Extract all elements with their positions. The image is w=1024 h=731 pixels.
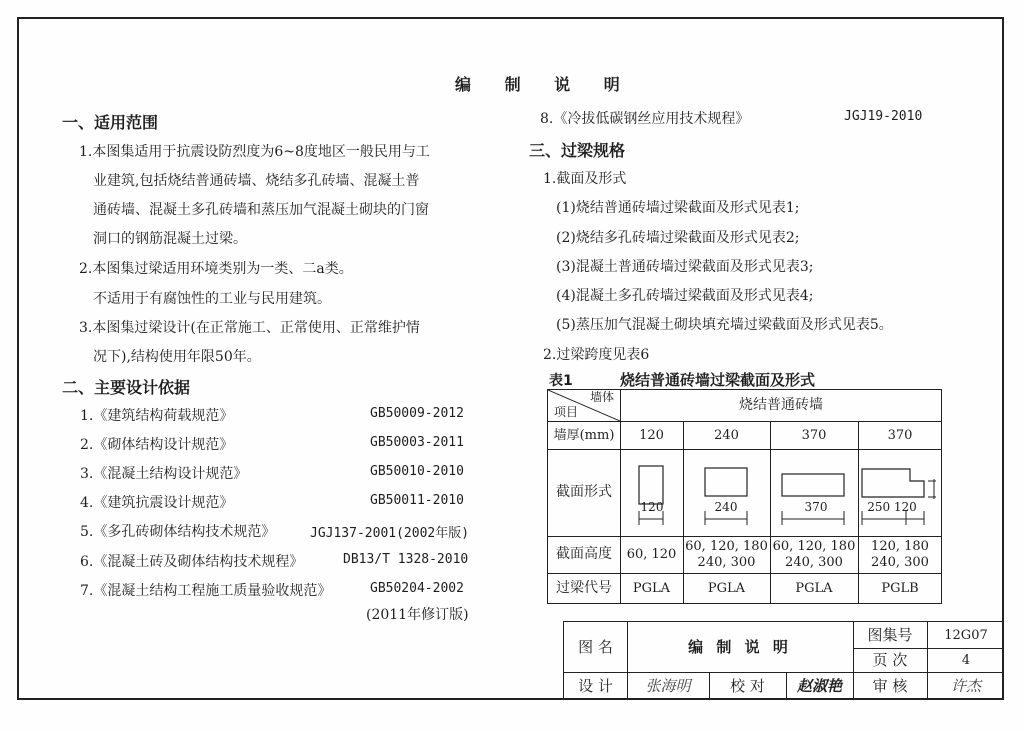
ref-note: (2011年修订版) bbox=[366, 607, 469, 623]
shape-dim: 240 bbox=[714, 499, 738, 514]
ref-code: GB50204-2002 bbox=[370, 581, 464, 596]
shape-dim: 370 bbox=[804, 499, 828, 514]
ref-name: 6.《混凝土砖及砌体结构技术规程》 bbox=[80, 554, 304, 570]
ref-code: GB50011-2010 bbox=[370, 493, 464, 508]
ref-code: JGJ19-2010 bbox=[844, 109, 923, 124]
code-cell: PGLA bbox=[707, 580, 746, 596]
thickness-cell: 370 bbox=[801, 427, 827, 443]
ref-code: GB50003-2011 bbox=[370, 435, 464, 450]
section1-line: 通砖墙、混凝土多孔砖墙和蒸压加气混凝土砌块的门窗 bbox=[93, 202, 429, 218]
label-checker: 校 对 bbox=[730, 676, 765, 695]
ref-code: GB50010-2010 bbox=[370, 464, 464, 479]
section1-line: 3.本图集过梁设计(在正常施工、正常使用、正常维护情 bbox=[79, 320, 420, 336]
page-number: 4 bbox=[961, 652, 971, 668]
ref-name: 2.《砌体结构设计规范》 bbox=[80, 437, 234, 453]
row-label-height: 截面高度 bbox=[556, 546, 612, 562]
section1-heading: 一、适用范围 bbox=[62, 113, 159, 132]
label-designer: 设 计 bbox=[578, 676, 613, 695]
designer-signature: 张海明 bbox=[645, 676, 691, 695]
shape-dim: 250 120 bbox=[867, 499, 917, 514]
section1-line: 业建筑,包括烧结普通砖墙、烧结多孔砖墙、混凝土普 bbox=[93, 173, 420, 189]
height-cell: 240, 300 bbox=[785, 554, 843, 570]
ref-name: 7.《混凝土结构工程施工质量验收规范》 bbox=[80, 583, 332, 599]
table1-title: 烧结普通砖墙过梁截面及形式 bbox=[620, 371, 816, 389]
height-cell: 120, 180 bbox=[871, 538, 929, 554]
code-cell: PGLA bbox=[795, 580, 833, 596]
thickness-cell: 370 bbox=[887, 427, 913, 443]
label-drawing-name: 图 名 bbox=[578, 637, 613, 656]
ref-code: JGJ137-2001(2002年版) bbox=[310, 526, 470, 541]
section3-item: (3)混凝土普通砖墙过梁截面及形式见表3; bbox=[556, 259, 814, 275]
label-reviewer: 审 核 bbox=[872, 676, 908, 695]
section3-item: (4)混凝土多孔砖墙过梁截面及形式见表4; bbox=[556, 288, 814, 304]
ref-name: 1.《建筑结构荷载规范》 bbox=[80, 408, 234, 424]
height-cell: 240, 300 bbox=[697, 554, 756, 570]
section3-heading: 三、过梁规格 bbox=[529, 141, 626, 160]
section-shape-240 bbox=[683, 449, 770, 536]
section3-item: (2)烧结多孔砖墙过梁截面及形式见表2; bbox=[556, 230, 800, 246]
thickness-cell: 120 bbox=[639, 427, 664, 443]
ref-name: 8.《冷拔低碳钢丝应用技术规程》 bbox=[540, 111, 750, 127]
section1-line: 2.本图集过梁适用环境类别为一类、二a类。 bbox=[79, 261, 353, 277]
shape-dim: 120 bbox=[640, 499, 664, 514]
label-page-number: 页 次 bbox=[872, 650, 908, 669]
thickness-cell: 240 bbox=[714, 427, 739, 443]
table1 bbox=[547, 389, 942, 604]
label-atlas-number: 图集号 bbox=[867, 625, 913, 644]
reviewer-signature: 许杰 bbox=[950, 676, 981, 695]
code-cell: PGLA bbox=[632, 580, 671, 596]
height-cell: 60, 120 bbox=[626, 547, 677, 562]
section1-line: 洞口的钢筋混凝土过梁。 bbox=[93, 231, 247, 247]
row-label-code: 过梁代号 bbox=[556, 579, 612, 596]
table1-label: 表1 bbox=[549, 373, 573, 389]
row-label-thickness: 墙厚(mm) bbox=[553, 427, 615, 443]
section3-item: (5)蒸压加气混凝土砌块填充墙过梁截面及形式见表5。 bbox=[556, 317, 893, 333]
page-title: 编 制 说 明 bbox=[455, 75, 634, 94]
section1-line: 不适用于有腐蚀性的工业与民用建筑。 bbox=[93, 291, 331, 307]
section3-sub: 2.过梁跨度见表6 bbox=[543, 347, 650, 363]
height-cell: 240, 300 bbox=[871, 554, 929, 570]
corner-top-label: 墙体 bbox=[589, 389, 614, 404]
ref-code: GB50009-2012 bbox=[370, 406, 464, 421]
atlas-number: 12G07 bbox=[944, 627, 988, 643]
title-block bbox=[563, 621, 1004, 700]
drawing-name: 编 制 说 明 bbox=[688, 637, 792, 656]
ref-name: 5.《多孔砖砌体结构技术规范》 bbox=[80, 524, 276, 540]
section3-item: (1)烧结普通砖墙过梁截面及形式见表1; bbox=[556, 200, 800, 216]
wall-header: 烧结普通砖墙 bbox=[739, 397, 823, 413]
ref-name: 3.《混凝土结构设计规范》 bbox=[80, 466, 248, 482]
ref-name: 4.《建筑抗震设计规范》 bbox=[80, 495, 234, 511]
ref-code: DB13/T 1328-2010 bbox=[343, 552, 469, 567]
height-cell: 60, 120, 180 bbox=[772, 538, 856, 554]
checker-signature: 赵淑艳 bbox=[796, 676, 842, 695]
section-shape-370-l bbox=[858, 449, 942, 536]
height-cell: 60, 120, 180 bbox=[685, 538, 768, 554]
corner-bottom-label: 项目 bbox=[553, 404, 578, 419]
section-shape-120 bbox=[620, 449, 683, 536]
section1-line: 1.本图集适用于抗震设防烈度为6~8度地区一般民用与工 bbox=[79, 144, 430, 160]
section1-line: 况下),结构使用年限50年。 bbox=[93, 349, 261, 365]
row-label-shape: 截面形式 bbox=[556, 484, 612, 500]
code-cell: PGLB bbox=[881, 580, 919, 596]
section2-heading: 二、主要设计依据 bbox=[62, 378, 191, 397]
section-shape-370 bbox=[770, 449, 858, 536]
section3-sub: 1.截面及形式 bbox=[543, 171, 627, 187]
